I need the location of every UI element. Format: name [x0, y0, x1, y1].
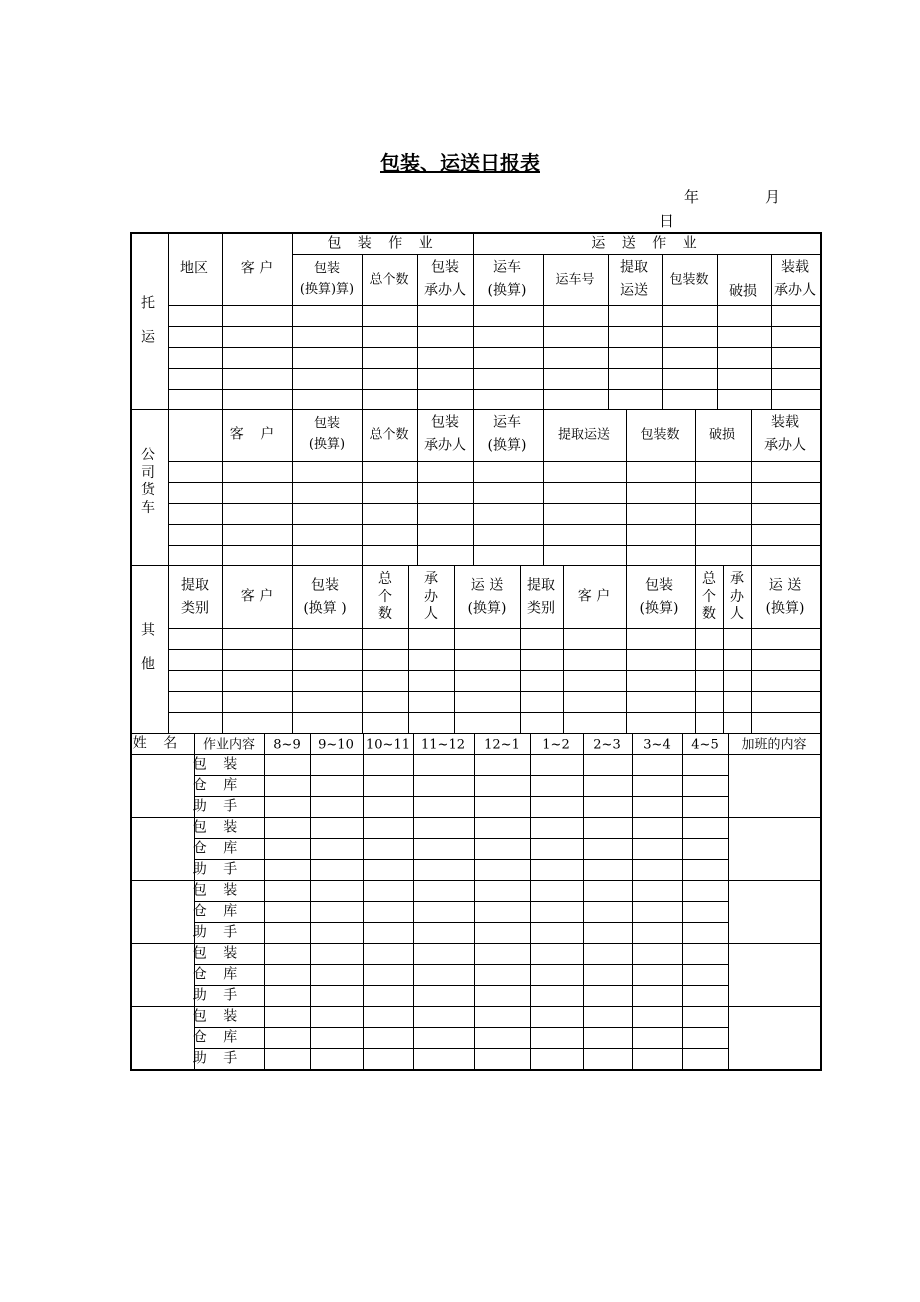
header-hour: 12~1 — [484, 737, 520, 753]
header-truck-no: 运车号 — [555, 272, 595, 288]
header-hour: 4~5 — [691, 737, 719, 753]
grid-line — [662, 254, 663, 409]
grid-line — [473, 233, 474, 409]
header-overtime: 加班的内容 — [741, 737, 807, 753]
grid-line — [723, 565, 724, 733]
grid-line — [194, 796, 728, 797]
grid-line — [728, 733, 729, 1069]
header-load-handler: 装载 承办人 — [774, 259, 816, 298]
header-handler: 承办人 — [730, 570, 744, 622]
header-delivery-work: 运 送 作 业 — [591, 235, 703, 252]
header-hour: 10~11 — [366, 737, 410, 753]
grid-line — [543, 254, 544, 409]
header-total-count: 总个数 — [369, 427, 409, 443]
grid-line — [362, 409, 363, 565]
grid-line — [222, 254, 223, 409]
grid-line — [717, 254, 718, 409]
task-label: 助 手 — [192, 987, 244, 1004]
header-pickup-delivery: 提取 运送 — [620, 259, 648, 298]
grid-line — [168, 233, 169, 409]
header-total-count: 总个数 — [378, 570, 392, 622]
header-customer: 客 户 — [240, 588, 274, 605]
grid-line — [168, 389, 820, 390]
header-damage: 破损 — [729, 283, 757, 300]
header-task: 作业内容 — [202, 737, 256, 753]
header-hour: 8~9 — [273, 737, 301, 753]
task-label: 包 装 — [192, 882, 244, 899]
header-damage: 破损 — [708, 427, 736, 443]
header-load-handler: 装载 承办人 — [764, 414, 806, 453]
date-day-label: 日 — [659, 212, 675, 230]
header-hour: 3~4 — [643, 737, 671, 753]
grid-line — [168, 461, 820, 462]
grid-line — [771, 254, 772, 409]
header-delivery-converted: 运 送 (换算) — [765, 577, 805, 616]
task-label: 包 装 — [192, 1008, 244, 1025]
grid-line — [626, 409, 627, 565]
grid-line — [417, 409, 418, 565]
task-label: 仓 库 — [192, 840, 244, 857]
grid-line — [194, 1027, 728, 1028]
grid-line — [292, 409, 293, 565]
grid-line — [194, 922, 728, 923]
task-label: 助 手 — [192, 924, 244, 941]
grid-line — [194, 859, 728, 860]
grid-line — [751, 565, 752, 733]
date-month-label: 月 — [765, 188, 781, 206]
task-label: 仓 库 — [192, 777, 244, 794]
grid-line — [626, 565, 627, 733]
task-label: 助 手 — [192, 798, 244, 815]
grid-line — [222, 565, 223, 733]
header-hour: 9~10 — [318, 737, 354, 753]
grid-line — [608, 254, 609, 409]
header-customer: 客 户 — [577, 588, 611, 605]
header-truck-converted: 运车 (换算) — [487, 259, 527, 298]
header-pack-converted: 包装 (换算)算) — [299, 260, 355, 297]
grid-line — [520, 565, 521, 733]
grid-line — [222, 409, 223, 565]
grid-line — [408, 565, 409, 733]
grid-line — [168, 524, 820, 525]
header-pickup-type: 提取 类别 — [527, 577, 555, 616]
grid-line — [168, 409, 169, 565]
header-pack-converted: 包装 (换算) — [639, 577, 679, 616]
page-title: 包装、运送日报表 — [380, 151, 540, 175]
header-delivery-converted: 运 送 (换算) — [467, 577, 507, 616]
daily-report-table — [130, 232, 822, 1071]
header-total-count: 总个数 — [702, 570, 716, 622]
task-label: 仓 库 — [192, 966, 244, 983]
grid-line — [194, 901, 728, 902]
task-label: 包 装 — [192, 945, 244, 962]
grid-line — [292, 565, 293, 733]
header-name: 姓 名 — [132, 735, 184, 752]
header-handler: 承办人 — [424, 570, 438, 622]
grid-line — [131, 409, 820, 410]
header-pickup-type: 提取 类别 — [181, 577, 209, 616]
grid-line — [751, 409, 752, 565]
header-pack-handler: 包装 承办人 — [424, 259, 466, 298]
header-pack-converted: 包装 (换算) — [308, 415, 346, 452]
grid-line — [543, 409, 544, 565]
grid-line — [292, 233, 293, 409]
grid-line — [168, 326, 820, 327]
header-region: 地区 — [180, 260, 208, 277]
header-pack-handler: 包装 承办人 — [424, 414, 466, 453]
header-customer: 客 户 — [240, 260, 274, 277]
grid-line — [362, 254, 363, 409]
header-hour: 1~2 — [542, 737, 570, 753]
grid-line — [168, 482, 820, 483]
section-label-consign: 托运 — [141, 295, 155, 345]
header-total-count: 总个数 — [369, 272, 409, 288]
grid-line — [194, 964, 728, 965]
grid-line — [194, 1048, 728, 1049]
grid-line — [168, 347, 820, 348]
header-pack-converted: 包装 (换算 ) — [303, 577, 347, 616]
header-hour: 2~3 — [593, 737, 621, 753]
grid-line — [695, 565, 696, 733]
grid-line — [362, 565, 363, 733]
task-label: 助 手 — [192, 1050, 244, 1067]
task-label: 仓 库 — [192, 903, 244, 920]
section-label-company-truck: 公司货车 — [141, 447, 155, 516]
grid-line — [168, 305, 820, 306]
header-truck-converted: 运车 (换算) — [487, 414, 527, 453]
task-label: 包 装 — [192, 756, 244, 773]
grid-line — [222, 233, 223, 254]
task-label: 仓 库 — [192, 1029, 244, 1046]
grid-line — [563, 565, 564, 733]
task-label: 包 装 — [192, 819, 244, 836]
grid-line — [168, 503, 820, 504]
header-customer: 客 户 — [229, 426, 281, 443]
date-year-label: 年 — [684, 188, 700, 206]
grid-line — [194, 838, 728, 839]
header-pickup-delivery: 提取运送 — [557, 427, 611, 443]
header-pack-count: 包装数 — [640, 427, 680, 443]
header-hour: 11~12 — [421, 737, 465, 753]
section-label-other: 其他 — [141, 622, 155, 672]
header-pack-count: 包装数 — [669, 272, 709, 288]
grid-line — [417, 254, 418, 409]
grid-line — [131, 565, 820, 566]
grid-line — [695, 409, 696, 565]
grid-line — [194, 985, 728, 986]
grid-line — [454, 565, 455, 733]
grid-line — [194, 775, 728, 776]
grid-line — [473, 409, 474, 565]
header-packing-work: 包 装 作 业 — [327, 235, 439, 252]
grid-line — [168, 545, 820, 546]
grid-line — [168, 565, 169, 733]
task-label: 助 手 — [192, 861, 244, 878]
grid-line — [168, 368, 820, 369]
